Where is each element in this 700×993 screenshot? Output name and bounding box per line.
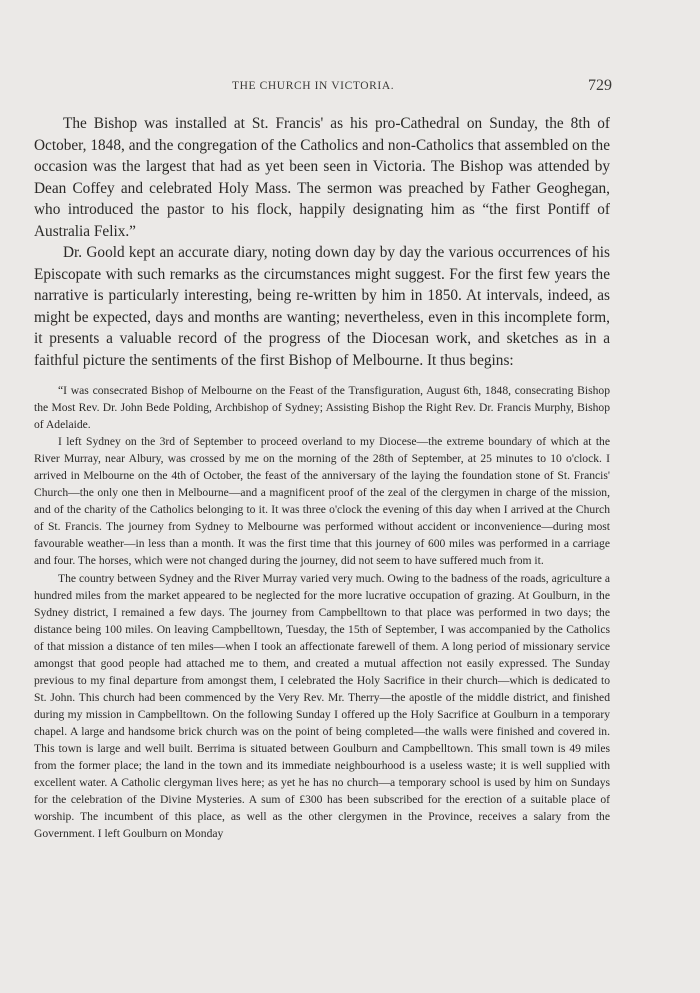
diary-extract	[34, 382, 610, 842]
quote-paragraph: I left Sydney on the 3rd of September to proceed overland to my Diocese—the extreme boundary of which at the River Murray, near Albury, was crossed by me on the morning of the 28th of September, at 25 minutes to 10 o'clock. I arrived in Melbourne on the 4th of October, the feast of the anniversary of the laying the foundation stone of St. Francis' Church—the only one then in Melbourne—and a magnificent proof of the zeal of the clergymen in charge of the mission, and of the charity of the Catholics belonging to it. It was three o'clock the evening of this day when I arrived at the Church of St. Francis. The journey from Sydney to Melbourne was performed without accident or inconvenience—during most favourable weather—in less than a month. It was the first time that this journey of 600 miles was performed in a carriage and four. The horses, which were not changed during the journey, did not seem to have suffered much from it.	[34, 435, 610, 568]
quote-paragraph: The country between Sydney and the River Murray varied very much. Owing to the badness of the roads, agriculture a hundred miles from the market appeared to be neglected for the more lucrative occupation of grazing. At Goulburn, in the Sydney district, I remained a few days. The journey from Campbelltown to that place was performed in two days; the distance being 100 miles. On leaving Campbelltown, Tuesday, the 15th of September, I was accompanied by the Catholics of that mission a distance of ten miles—when I took an affectionate farewell of them. A long period of missionary service amongst that good people had attached me to them, and created a mutual affection not easily expressed. The Sunday previous to my final departure from amongst them, I celebrated the Holy Sacrifice in their church—which is dedicated to St. John. This church had been commenced by the Very Rev. Mr. Therry—the apostle of the middle district, and finished during my mission in Campbelltown. On the following Sunday I offered up the Holy Sacrifice at Goulburn in a temporary chapel. A large and handsome brick church was on the point of being completed—the walls were finished and covered in. This town is large and well built. Berrima is situated between Goulburn and Campbelltown. This small town is 49 miles from the former place; the land in the town and its immediate neighbourhood is a useless waste; it is well supplied with excellent water. A Catholic clergyman lives here; as yet he has no church—a temporary school is used by him on Sundays for the celebration of the Divine Mysteries. A sum of £300 has been subscribed for the erection of a suitable place of worship. The incumbent of this place, as well as the other clergymen in the Province, receives a salary from the Government. I left Goulburn on Monday	[34, 571, 610, 841]
page-header	[0, 78, 700, 98]
paragraph: The Bishop was installed at St. Francis' as his pro-Cathedral on Sunday, the 8th of October, 1848, and the congregation of the Catholics and non-Catholics that assembled on the occasion was the largest that had as yet been seen in Victoria. The Bishop was attended by Dean Coffey and celebrated Holy Mass. The sermon was preached by Father Geoghegan, who introduced the pastor to his flock, happily designating him as “the first Pontiff of Australia Felix.”	[34, 115, 610, 240]
main-text	[34, 113, 610, 371]
running-title: THE CHURCH IN VICTORIA.	[232, 80, 395, 92]
paragraph: Dr. Goold kept an accurate diary, noting down day by day the various occurrences of his Episcopate with such remarks as the circumstances might suggest. For the first few years the narrative is particularly interesting, being re-written by him in 1850. At intervals, indeed, as might be expected, days and months are wanting; nevertheless, even in this incomplete form, it presents a valuable record of the progress of the Diocesan work, and sketches as in a faithful picture the sentiments of the first Bishop of Melbourne. It thus begins:	[34, 244, 610, 369]
quote-paragraph: “I was consecrated Bishop of Melbourne on the Feast of the Transfiguration, August 6th, 1848, consecrating Bishop the Most Rev. Dr. John Bede Polding, Archbishop of Sydney; Assisting Bishop the Right Rev. Dr. Francis Murphy, Bishop of Adelaide.	[34, 384, 610, 432]
page-number: 729	[588, 77, 612, 94]
